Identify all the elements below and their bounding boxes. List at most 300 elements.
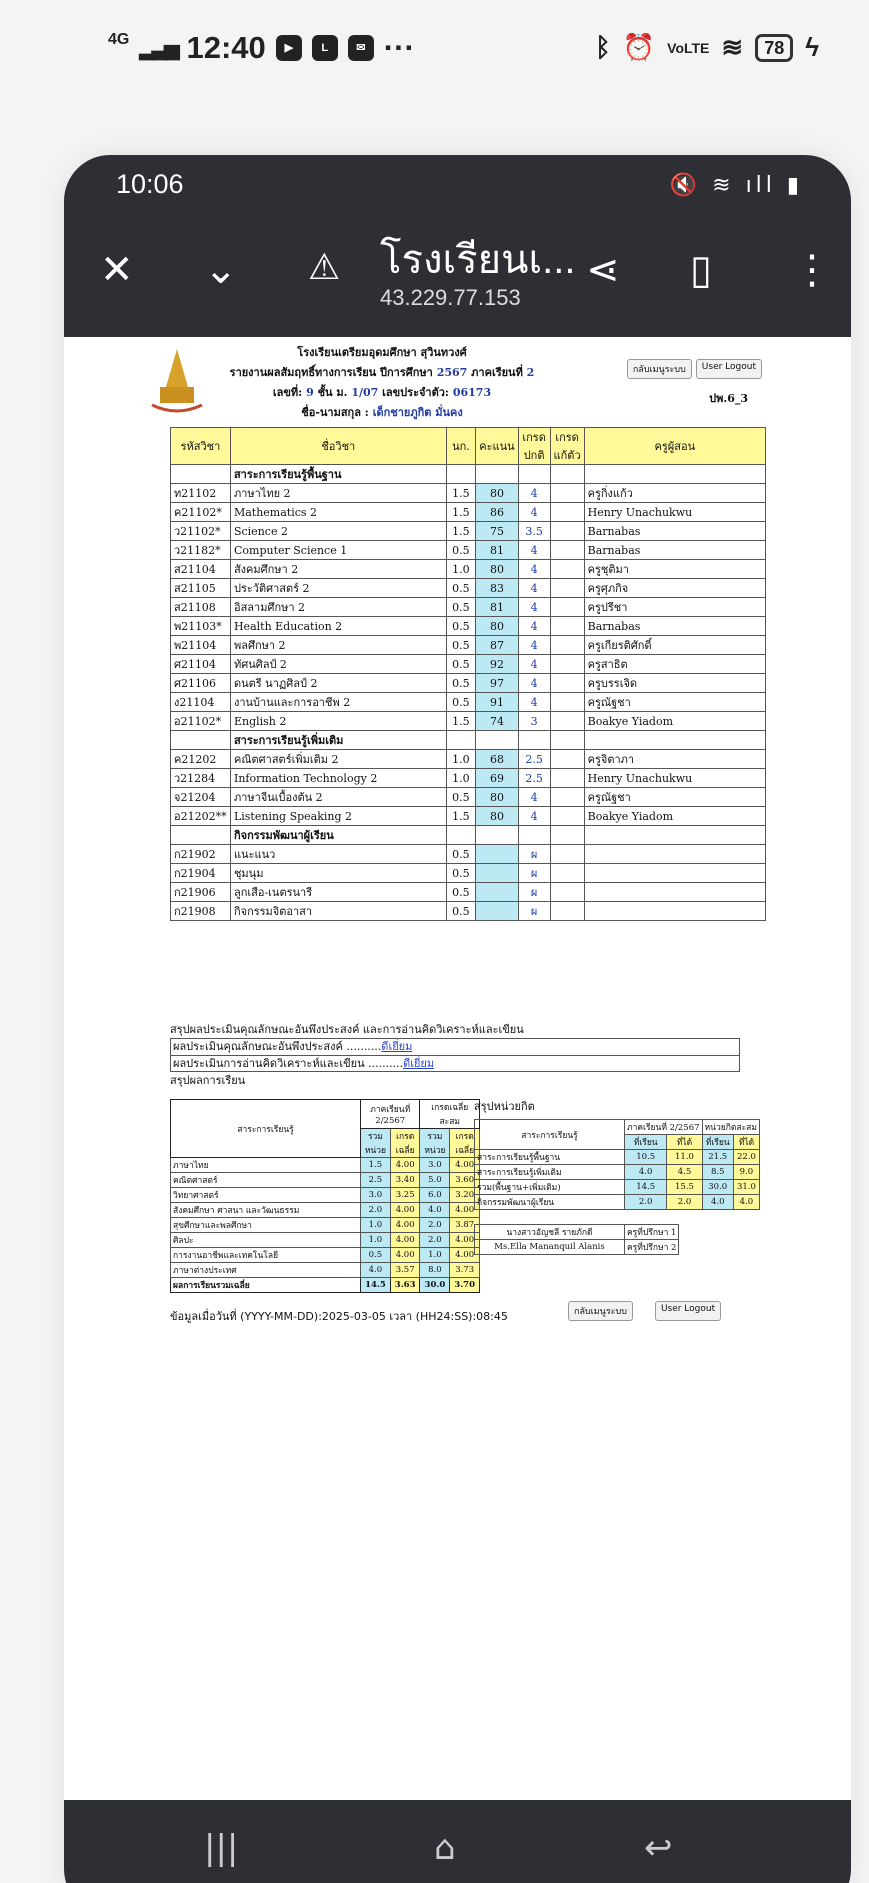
score: 69 [476,769,518,788]
table-row [171,845,766,864]
section-row [171,826,766,845]
subject-name: ภาษาจีนเบื้องต้น 2 [230,788,446,807]
table-row [171,598,766,617]
reading-result-link[interactable]: ดีเยี่ยม [403,1057,435,1070]
subject-name: Information Technology 2 [230,769,446,788]
teacher [584,845,765,864]
credits-term-study: 2.0 [625,1195,667,1210]
grade: 4 [518,636,550,655]
credits-title: สรุปหน่วยกิต [474,1100,535,1113]
term-units: 14.5 [361,1278,391,1293]
teacher: ครูเกียรติศักดิ์ [584,636,765,655]
score: 80 [476,807,518,826]
recent-apps-icon[interactable]: ||| [204,1828,239,1868]
credit: 0.5 [446,883,476,902]
subject-name: พลศึกษา 2 [230,636,446,655]
empty-cell [584,731,765,750]
column-header: รหัสวิชา [171,428,231,465]
subject-code: ศ21106 [171,674,231,693]
table-row [171,484,766,503]
assessment-section [170,1021,766,1089]
empty-cell [171,826,231,845]
summary-gpa-header-2: เกรด เฉลี่ย [450,1129,480,1158]
score: 81 [476,541,518,560]
credit: 0.5 [446,541,476,560]
teacher: Barnabas [584,522,765,541]
subject-code: พ21104 [171,636,231,655]
score: 97 [476,674,518,693]
empty-cell [550,731,584,750]
section-label: สาระการเรียนรู้พื้นฐาน [230,465,446,484]
empty-cell [550,465,584,484]
subject-name: อิสลามศึกษา 2 [230,598,446,617]
empty-cell [476,731,518,750]
makeup-grade [550,750,584,769]
summary-gpa-header: เกรด เฉลี่ย [390,1129,420,1158]
signal-icon: ▂▃▅ [139,37,177,60]
subject-name: Listening Speaking 2 [230,807,446,826]
makeup-grade [550,579,584,598]
score: 75 [476,522,518,541]
cum-gpa: 3.70 [450,1278,480,1293]
group-name: ผลการเรียนรวมเฉลี่ย [171,1278,361,1293]
gpa-summary-table [170,1099,480,1293]
credits-section [474,1097,774,1255]
advisor-1-name: นางสาวอัญชลี รายภักดี [475,1225,625,1240]
summary-row [171,1173,480,1188]
empty-cell [446,826,476,845]
close-icon[interactable]: ✕ [100,247,134,293]
line-icon: L [312,35,338,61]
makeup-grade [550,636,584,655]
report-page [122,337,812,1717]
alarm-icon: ⏰ [622,32,656,62]
android-nav-bar [64,1800,851,1883]
summary-term-header: ภาคเรียนที่ 2/2567 [361,1100,420,1129]
subject-code: จ21204 [171,788,231,807]
table-row [171,560,766,579]
school-name: โรงเรียนเตรียมอุดมศึกษา สุวินทวงศ์ [297,346,467,359]
assessment-title: สรุปผลประเมินคุณลักษณะอันพึงประสงค์ และการอ่านคิดวิเคราะห์และเขียน [170,1023,524,1036]
column-header: คะแนน [476,428,518,465]
cum-gpa: 4.00 [450,1233,480,1248]
grade: ผ [518,902,550,921]
credits-cum-study: 30.0 [702,1180,733,1195]
network-type: 4G [108,31,130,48]
phone-screenshot [64,155,851,1883]
subject-name: ลูกเสือ-เนตรนารี [230,883,446,902]
term-units: 4.0 [361,1263,391,1278]
score: 74 [476,712,518,731]
subject-code: ก21902 [171,845,231,864]
makeup-grade [550,503,584,522]
section-label: สาระการเรียนรู้เพิ่มเติม [230,731,446,750]
term-gpa: 3.25 [390,1188,420,1203]
grade: 4 [518,484,550,503]
cum-units: 30.0 [420,1278,450,1293]
empty-cell [171,465,231,484]
subject-name: Computer Science 1 [230,541,446,560]
report-line2: รายงานผลสัมฤทธิ์ทางการเรียน ปีการศึกษา 2567 ภาคเรียนที่ 2 [229,366,535,379]
makeup-grade [550,883,584,902]
table-row [171,788,766,807]
credit: 0.5 [446,579,476,598]
form-code: ปพ.6_3 [709,392,748,405]
credit: 0.5 [446,788,476,807]
table-row [171,750,766,769]
grade: 3.5 [518,522,550,541]
chevron-down-icon[interactable]: ⌄ [204,247,238,293]
back-icon[interactable]: ↩ [644,1828,673,1868]
subject-name: Science 2 [230,522,446,541]
score [476,883,518,902]
cum-units: 2.0 [420,1233,450,1248]
assessment-box: ผลประเมินคุณลักษณะอันพึงประสงค์ ..........ดีเยี่ยม ผลประเมินการอ่านคิดวิเคราะห์และเขียน ..........ดีเยี่ยม [170,1038,740,1072]
empty-cell [476,465,518,484]
column-header: เกรด ปกติ [518,428,550,465]
term-units: 2.5 [361,1173,391,1188]
back-menu-button[interactable]: กลับเมนูระบบ [627,359,692,379]
subject-code: อ21202** [171,807,231,826]
grade: 4 [518,579,550,598]
credits-group: กิจกรรมพัฒนาผู้เรียน [475,1195,625,1210]
score: 91 [476,693,518,712]
more-vertical-icon[interactable]: ⋮ [792,247,832,293]
table-row [171,883,766,902]
credit: 0.5 [446,845,476,864]
credits-term-got: 15.5 [667,1180,702,1195]
teacher: Boakye Yiadom [584,807,765,826]
subject-name: Health Education 2 [230,617,446,636]
cum-units: 5.0 [420,1173,450,1188]
teacher: ครูณัฐชา [584,788,765,807]
subject-code: ส21104 [171,560,231,579]
group-name: วิทยาศาสตร์ [171,1188,361,1203]
cum-units: 6.0 [420,1188,450,1203]
browser-header [64,155,851,337]
youtube-icon: ▶ [276,35,302,61]
charging-icon: ϟ [805,32,819,62]
advisor-2-name: Ms.Ella Mananquil Alanis [475,1240,625,1255]
term-units: 1.0 [361,1233,391,1248]
bookmark-icon[interactable]: ▯ [690,247,713,293]
score: 81 [476,598,518,617]
page-title[interactable]: โรงเรียนเ... [380,238,576,282]
home-icon[interactable]: ⌂ [434,1828,456,1868]
makeup-grade [550,560,584,579]
teacher: ครูสาธิต [584,655,765,674]
credits-term-study: 4.0 [625,1165,667,1180]
credits-row [475,1150,760,1165]
makeup-grade [550,617,584,636]
grade: 4 [518,807,550,826]
term-gpa: 4.00 [390,1233,420,1248]
credits-group: รวม(พื้นฐาน+เพิ่มเติม) [475,1180,625,1195]
cum-units: 1.0 [420,1248,450,1263]
group-name: ภาษาต่างประเทศ [171,1263,361,1278]
teacher: ครูชุติมา [584,560,765,579]
term-units: 1.5 [361,1158,391,1173]
empty-cell [550,826,584,845]
term-gpa: 4.00 [390,1248,420,1263]
grade: 3 [518,712,550,731]
teacher: ครูศุภกิจ [584,579,765,598]
makeup-grade [550,693,584,712]
table-row [171,579,766,598]
subject-name: คณิตศาสตร์เพิ่มเติม 2 [230,750,446,769]
share-icon[interactable]: ⋖ [586,247,620,293]
credit: 1.5 [446,712,476,731]
subject-code: ว21102* [171,522,231,541]
system-status-bar [0,0,869,100]
credits-row [475,1180,760,1195]
summary-row [171,1263,480,1278]
score: 68 [476,750,518,769]
grade: ผ [518,845,550,864]
table-row [171,636,766,655]
credits-term-got: 4.5 [667,1165,702,1180]
subject-code: ท21102 [171,484,231,503]
makeup-grade [550,864,584,883]
summary-units-header: รวม หน่วย [361,1129,391,1158]
grade: ผ [518,864,550,883]
table-row [171,807,766,826]
makeup-grade [550,674,584,693]
subject-code: ก21904 [171,864,231,883]
summary-row [171,1158,480,1173]
table-row [171,902,766,921]
footer-back-menu-button[interactable]: กลับเมนูระบบ [568,1301,633,1321]
summary-row [171,1233,480,1248]
credits-table [474,1119,760,1210]
term-gpa: 3.63 [390,1278,420,1293]
grade: 4 [518,560,550,579]
table-row [171,864,766,883]
summary-title: สรุปผลการเรียน [170,1074,246,1087]
logout-button[interactable]: User Logout [696,359,762,379]
credit: 0.5 [446,864,476,883]
group-name: ศิลปะ [171,1233,361,1248]
attribute-result-link[interactable]: ดีเยี่ยม [381,1040,413,1053]
subject-code: ก21908 [171,902,231,921]
column-header: นก. [446,428,476,465]
grade: ผ [518,883,550,902]
column-header: เกรด แก้ตัว [550,428,584,465]
term-units: 1.0 [361,1218,391,1233]
credits-cum-got: 22.0 [733,1150,759,1165]
volte-icon: VoLTE [667,39,710,56]
credit: 1.5 [446,522,476,541]
subject-name: Mathematics 2 [230,503,446,522]
group-name: สุขศึกษาและพลศึกษา [171,1218,361,1233]
grade: 4 [518,503,550,522]
credits-row [475,1165,760,1180]
credits-term-study: 10.5 [625,1150,667,1165]
cum-gpa: 4.00 [450,1248,480,1263]
cum-gpa: 3.73 [450,1263,480,1278]
section-label: กิจกรรมพัฒนาผู้เรียน [230,826,446,845]
term-gpa: 4.00 [390,1218,420,1233]
table-row [171,655,766,674]
subject-name: English 2 [230,712,446,731]
teacher: ครูณัฐชา [584,693,765,712]
teacher: Boakye Yiadom [584,712,765,731]
subject-name: งานบ้านและการอาชีพ 2 [230,693,446,712]
group-name: คณิตศาสตร์ [171,1173,361,1188]
grades-table [170,427,766,921]
table-row [171,674,766,693]
credit: 0.5 [446,598,476,617]
makeup-grade [550,712,584,731]
credits-study-header: ที่เรียน [625,1135,667,1150]
credits-study-header-2: ที่เรียน [702,1135,733,1150]
credits-term-study: 14.5 [625,1180,667,1195]
subject-code: ส21105 [171,579,231,598]
subject-name: กิจกรรมจิตอาสา [230,902,446,921]
score: 80 [476,560,518,579]
score [476,845,518,864]
grade: 2.5 [518,750,550,769]
cum-units: 2.0 [420,1218,450,1233]
teacher: ครูบรรเจิด [584,674,765,693]
credits-cum-study: 21.5 [702,1150,733,1165]
summary-group-header: สาระการเรียนรู้ [171,1100,361,1158]
footer-logout-button[interactable]: User Logout [655,1301,721,1321]
subject-name: ชุมนุม [230,864,446,883]
report-timestamp: ข้อมูลเมื่อวันที่ (YYYY-MM-DD):2025-03-05 เวลา (HH24:SS):08:45 [170,1310,508,1323]
term-units: 0.5 [361,1248,391,1263]
summary-units-header-2: รวม หน่วย [420,1129,450,1158]
makeup-grade [550,484,584,503]
cum-gpa: 4.00 [450,1158,480,1173]
table-row [171,503,766,522]
empty-cell [584,465,765,484]
empty-cell [518,731,550,750]
subject-code: ศ21104 [171,655,231,674]
subject-code: พ21103* [171,617,231,636]
credits-group: สาระการเรียนรู้เพิ่มเติม [475,1165,625,1180]
subject-name: แนะแนว [230,845,446,864]
term-gpa: 3.40 [390,1173,420,1188]
makeup-grade [550,769,584,788]
score: 80 [476,617,518,636]
advisor-1-role: ครูที่ปรึกษา 1 [625,1225,679,1240]
credit: 0.5 [446,636,476,655]
score: 87 [476,636,518,655]
group-name: การงานอาชีพและเทคโนโลยี [171,1248,361,1263]
term-units: 2.0 [361,1203,391,1218]
teacher: Barnabas [584,541,765,560]
credits-cum-got: 9.0 [733,1165,759,1180]
term-gpa: 3.57 [390,1263,420,1278]
cum-units: 8.0 [420,1263,450,1278]
advisor-2-role: ครูที่ปรึกษา 2 [625,1240,679,1255]
column-header: ชื่อวิชา [230,428,446,465]
makeup-grade [550,845,584,864]
subject-code: ว21284 [171,769,231,788]
term-units: 3.0 [361,1188,391,1203]
credit: 1.0 [446,750,476,769]
report-line3: เลขที่: 9 ชั้น ม. 1/07 เลขประจำตัว: 06173 [272,386,492,399]
credits-cum-study: 8.5 [702,1165,733,1180]
column-header: ครูผู้สอน [584,428,765,465]
subject-code: ง21104 [171,693,231,712]
grade: 4 [518,693,550,712]
score [476,902,518,921]
table-row [171,693,766,712]
credits-got-header-2: ที่ได้ [733,1135,759,1150]
teacher [584,902,765,921]
empty-cell [518,826,550,845]
credit: 1.5 [446,807,476,826]
term-gpa: 4.00 [390,1203,420,1218]
teacher: Barnabas [584,617,765,636]
subject-code: ก21906 [171,883,231,902]
credits-cum-got: 4.0 [733,1195,759,1210]
grade: 4 [518,541,550,560]
credit: 1.0 [446,769,476,788]
credit: 0.5 [446,655,476,674]
teacher [584,864,765,883]
cum-units: 3.0 [420,1158,450,1173]
makeup-grade [550,655,584,674]
empty-cell [446,465,476,484]
empty-cell [518,465,550,484]
term-gpa: 4.00 [390,1158,420,1173]
teacher: Henry Unachukwu [584,503,765,522]
url-host[interactable]: 43.229.77.153 [380,285,521,310]
credits-term-header: ภาคเรียนที่ 2/2567 [625,1120,703,1135]
makeup-grade [550,598,584,617]
credit: 0.5 [446,902,476,921]
inner-status-icons: 🔇 ≋ ıll ▮ [669,173,803,198]
more-icon: ··· [383,30,415,65]
empty-cell [446,731,476,750]
grade: 4 [518,788,550,807]
credits-term-got: 11.0 [667,1150,702,1165]
summary-row [171,1218,480,1233]
makeup-grade [550,541,584,560]
subject-code: ส21108 [171,598,231,617]
section-row [171,731,766,750]
cum-units: 4.0 [420,1203,450,1218]
credit: 1.5 [446,484,476,503]
credits-row [475,1195,760,1210]
teacher: Henry Unachukwu [584,769,765,788]
grade: 4 [518,674,550,693]
table-row [171,522,766,541]
score: 83 [476,579,518,598]
makeup-grade [550,902,584,921]
credits-cum-header: หน่วยกิตสะสม [702,1120,759,1135]
grade: 2.5 [518,769,550,788]
table-row [171,541,766,560]
credits-group-header: สาระการเรียนรู้ [475,1120,625,1150]
wifi-icon: ≋ [721,32,744,62]
credits-group: สาระการเรียนรู้พื้นฐาน [475,1150,625,1165]
cum-gpa: 3.87 [450,1218,480,1233]
score: 80 [476,788,518,807]
subject-name: ดนตรี นาฏศิลป์ 2 [230,674,446,693]
status-time: 12:40 [186,30,266,65]
grade: 4 [518,617,550,636]
warning-icon[interactable]: ⚠ [308,247,341,288]
makeup-grade [550,807,584,826]
table-row [171,617,766,636]
score [476,864,518,883]
empty-cell [171,731,231,750]
advisor-table [474,1224,679,1255]
